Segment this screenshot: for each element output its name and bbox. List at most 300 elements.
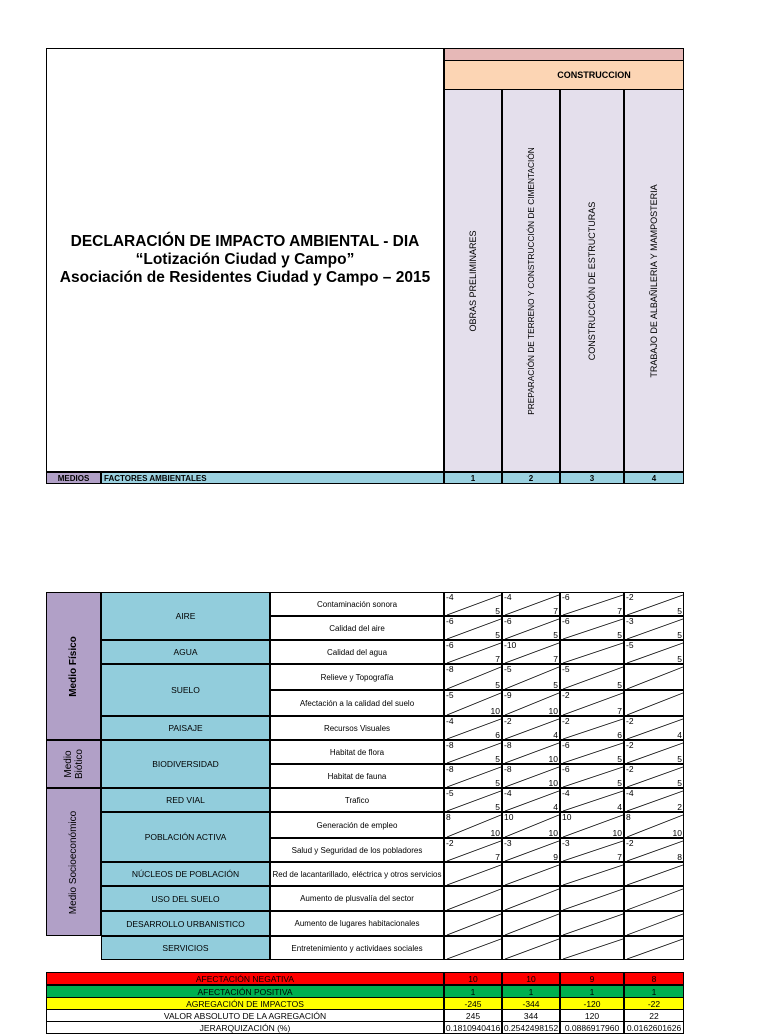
cell-diagonal (561, 887, 624, 911)
impact-magnitude: 8 (626, 812, 631, 822)
impact-label (270, 788, 444, 812)
cell-diagonal (503, 912, 560, 936)
factor-label: POBLACIÓN ACTIVA (144, 832, 227, 842)
matrix-cell[interactable] (624, 716, 684, 740)
impact-importance: 6 (495, 730, 500, 740)
impact-label (270, 838, 444, 862)
matrix-cell[interactable] (502, 838, 560, 862)
matrix-cell[interactable] (444, 592, 502, 616)
cell-diagonal (561, 617, 624, 640)
impact-importance: 5 (677, 630, 682, 640)
impact-importance: 9 (553, 852, 558, 862)
impact-importance: 10 (490, 828, 500, 838)
cell-diagonal (561, 741, 624, 764)
impact-label (270, 716, 444, 740)
diagonal-line (563, 693, 623, 715)
cell-diagonal (625, 691, 684, 716)
impact-label (270, 862, 444, 886)
header-underline (270, 483, 444, 484)
diagonal-line (447, 643, 501, 663)
matrix-cell[interactable] (624, 838, 684, 862)
impact-importance: 5 (495, 630, 500, 640)
matrix-cell[interactable] (444, 716, 502, 740)
matrix-cell[interactable] (624, 690, 684, 716)
matrix-cell[interactable] (560, 592, 624, 616)
factor-label: NÚCLEOS DE POBLACIÓN (131, 869, 240, 879)
summary-value: -120 (560, 997, 624, 1010)
matrix-cell[interactable] (624, 911, 684, 936)
summary-value: 22 (624, 1009, 684, 1022)
impact-magnitude: -2 (504, 716, 512, 726)
matrix-cell[interactable] (560, 911, 624, 936)
impact-magnitude: -2 (562, 716, 570, 726)
cell-diagonal (561, 641, 624, 664)
matrix-cell[interactable] (444, 886, 502, 911)
diagonal-line (505, 914, 559, 935)
diagonal-line (563, 595, 623, 615)
impact-magnitude: -2 (626, 838, 634, 848)
impact-magnitude: 10 (562, 812, 572, 822)
impact-magnitude: -8 (446, 740, 454, 750)
summary-label: VALOR ABSOLUTO DE LA AGREGACIÓN (46, 1009, 444, 1022)
impact-magnitude: -9 (504, 690, 512, 700)
impact-importance: 10 (672, 828, 682, 838)
summary-value: 1 (502, 985, 560, 998)
matrix-cell[interactable] (444, 812, 502, 838)
factores-label-text: FACTORES AMBIENTALES (104, 473, 207, 483)
summary-value: -245 (444, 997, 502, 1010)
impact-importance: 2 (677, 802, 682, 812)
matrix-cell[interactable] (502, 740, 560, 764)
diagonal-line (627, 719, 683, 739)
matrix-cell[interactable] (624, 592, 684, 616)
impact-magnitude: 8 (446, 812, 451, 822)
matrix-cell[interactable] (560, 740, 624, 764)
matrix-cell[interactable] (502, 788, 560, 812)
impact-importance: 10 (612, 828, 622, 838)
matrix-cell[interactable] (444, 740, 502, 764)
activity-number-text: 4 (651, 473, 657, 483)
impact-label-text: Aumento de lugares habitacionales (294, 919, 420, 928)
matrix-cell[interactable] (502, 886, 560, 911)
impact-label-text: Generación de empleo (316, 820, 398, 830)
diagonal-line (563, 643, 623, 663)
impact-magnitude: -3 (626, 616, 634, 626)
matrix-cell[interactable] (624, 812, 684, 838)
factor-nucleos-poblacion (101, 862, 270, 886)
diagonal-line (627, 595, 683, 615)
impact-magnitude: -4 (504, 592, 512, 602)
construction-group-label: CONSTRUCCION (557, 70, 631, 80)
impact-label (270, 936, 444, 960)
diagonal-line (447, 743, 501, 763)
matrix-cell[interactable] (560, 886, 624, 911)
cell-diagonal (561, 912, 624, 936)
matrix-cell[interactable] (444, 616, 502, 640)
impact-label (270, 886, 444, 911)
impact-label-text: Trafico (344, 795, 370, 805)
diagonal-line (447, 865, 501, 885)
diagonal-line (447, 619, 501, 639)
cell-diagonal (445, 887, 502, 911)
impact-importance: 8 (677, 852, 682, 862)
impact-magnitude: -5 (626, 640, 634, 650)
cell-diagonal (561, 839, 624, 862)
factor-label: RED VIAL (166, 795, 205, 805)
impact-importance: 10 (548, 706, 558, 716)
impact-importance: 5 (677, 754, 682, 764)
cell-diagonal (445, 937, 502, 960)
cell-diagonal (625, 665, 684, 690)
medio-label: Medio Biótico (62, 749, 85, 780)
factor-biodiversidad (101, 740, 270, 788)
matrix-cell[interactable] (624, 886, 684, 911)
matrix-cell[interactable] (624, 740, 684, 764)
impact-label-text: Relieve y Topografía (320, 672, 394, 682)
impact-magnitude: -6 (446, 640, 454, 650)
impact-magnitude: -8 (504, 740, 512, 750)
medio-label: Medio Socioeconómico (68, 810, 80, 914)
impact-importance: 10 (548, 778, 558, 788)
matrix-cell[interactable] (502, 812, 560, 838)
document-title (46, 48, 444, 472)
impact-importance: 5 (677, 654, 682, 664)
cell-diagonal (625, 863, 684, 886)
matrix-cell[interactable] (560, 812, 624, 838)
matrix-cell[interactable] (444, 911, 502, 936)
activity-number-text: 1 (470, 473, 476, 483)
activity-number-4 (624, 472, 684, 484)
diagonal-line (563, 619, 623, 639)
impact-importance: 5 (495, 754, 500, 764)
impact-magnitude: -6 (562, 764, 570, 774)
diagonal-line (563, 914, 623, 935)
diagonal-line (563, 743, 623, 763)
matrix-cell[interactable] (560, 764, 624, 788)
diagonal-line (447, 719, 501, 739)
activity-number-text: 2 (528, 473, 534, 483)
cell-diagonal (561, 937, 624, 960)
matrix-cell[interactable] (560, 640, 624, 664)
summary-value: -22 (624, 997, 684, 1010)
diagonal-line (563, 719, 623, 739)
diagonal-line (563, 841, 623, 861)
diagonal-line (505, 667, 559, 689)
diagonal-line (627, 743, 683, 763)
matrix-cell[interactable] (624, 764, 684, 788)
impact-label-text: Red de lacantarillado, eléctrica y otros servicios (272, 869, 442, 879)
impact-label (270, 690, 444, 716)
impact-magnitude: -2 (562, 690, 570, 700)
diagonal-line (447, 841, 501, 861)
diagonal-line (627, 841, 683, 861)
impact-importance: 5 (495, 606, 500, 616)
impact-label-text: Habitat de flora (329, 747, 385, 757)
matrix-cell[interactable] (502, 911, 560, 936)
activity-name: OBRAS PRELIMINARES (468, 229, 478, 332)
impact-magnitude: -8 (504, 764, 512, 774)
impact-magnitude: -5 (446, 788, 454, 798)
impact-importance: 5 (495, 680, 500, 690)
diagonal-line (563, 865, 623, 885)
diagonal-line (563, 667, 623, 689)
diagonal-line (627, 619, 683, 639)
impact-magnitude: -3 (562, 838, 570, 848)
diagonal-line (447, 791, 501, 811)
impact-magnitude: -3 (504, 838, 512, 848)
matrix-cell[interactable] (502, 690, 560, 716)
summary-label: AFECTACIÓN NEGATIVA (46, 972, 444, 985)
cell-diagonal (561, 789, 624, 812)
summary-value: 8 (624, 972, 684, 985)
diagonal-line (627, 693, 683, 715)
factor-suelo (101, 664, 270, 716)
diagonal-line (627, 667, 683, 689)
impact-importance: 10 (548, 828, 558, 838)
cell-diagonal (561, 717, 624, 740)
impact-magnitude: -2 (626, 764, 634, 774)
matrix-cell[interactable] (560, 936, 624, 960)
impact-importance: 7 (617, 606, 622, 616)
diagonal-line (447, 889, 501, 910)
cell-diagonal (561, 765, 624, 788)
summary-label: AGREGACIÓN DE IMPACTOS (46, 997, 444, 1010)
impact-magnitude: -2 (626, 592, 634, 602)
cell-diagonal (503, 863, 560, 886)
matrix-cell[interactable] (624, 664, 684, 690)
impact-importance: 4 (553, 802, 558, 812)
impact-importance: 5 (495, 802, 500, 812)
diagonal-line (505, 841, 559, 861)
cell-diagonal (561, 863, 624, 886)
matrix-cell[interactable] (444, 788, 502, 812)
diagonal-line (505, 595, 559, 615)
impact-label (270, 764, 444, 788)
impact-label (270, 664, 444, 690)
diagonal-line (505, 619, 559, 639)
diagonal-line (505, 889, 559, 910)
matrix-cell[interactable] (444, 640, 502, 664)
summary-value: 0.1810940416 (445, 1022, 501, 1033)
matrix-cell[interactable] (624, 862, 684, 886)
title-line-1: DECLARACIÓN DE IMPACTO AMBIENTAL - DIA (70, 233, 420, 250)
matrix-cell[interactable] (444, 664, 502, 690)
impact-importance: 7 (553, 606, 558, 616)
medios-label-text: MEDIOS (57, 473, 90, 483)
diagonal-line (627, 914, 683, 935)
cell-diagonal (625, 887, 684, 911)
diagonal-line (627, 939, 683, 959)
impact-magnitude: -8 (446, 764, 454, 774)
matrix-cell[interactable] (560, 664, 624, 690)
impact-importance: 4 (677, 730, 682, 740)
matrix-cell[interactable] (502, 616, 560, 640)
impact-label-text: Entretenimiento y actividaes sociales (291, 943, 423, 953)
medios-label (46, 472, 101, 484)
impact-label-text: Contaminación sonora (316, 599, 398, 609)
impact-importance: 5 (617, 630, 622, 640)
summary-value: 10 (502, 972, 560, 985)
matrix-cell[interactable] (502, 664, 560, 690)
summary-value: 0.0886917960 (560, 1021, 624, 1034)
impact-label-text: Habitat de fauna (327, 771, 387, 781)
activity-number-3 (560, 472, 624, 484)
impact-label-text: Recursos Visuales (323, 723, 391, 733)
summary-value: 1 (444, 985, 502, 998)
factor-label: USO DEL SUELO (151, 893, 220, 904)
summary-value: 344 (502, 1009, 560, 1022)
matrix-cell[interactable] (444, 936, 502, 960)
matrix-cell[interactable] (502, 764, 560, 788)
matrix-cell[interactable] (502, 862, 560, 886)
matrix-cell[interactable] (502, 640, 560, 664)
title-line-2: “Lotización Ciudad y Campo” (135, 251, 355, 268)
activity-name: PREPARACIÓN DE TERRENO Y CONSTRUCCIÓN DE CIMENTACIÓN (526, 146, 536, 415)
diagonal-line (447, 767, 501, 787)
impact-magnitude: -4 (626, 788, 634, 798)
impact-label-text: Salud y Seguridad de los pobladores (291, 845, 423, 855)
impact-magnitude: -6 (504, 616, 512, 626)
impact-importance: 5 (617, 680, 622, 690)
factor-label: AIRE (175, 611, 196, 621)
activity-header-4 (624, 90, 684, 472)
medio-label: Medio Físico (68, 635, 79, 697)
impact-magnitude: -6 (446, 616, 454, 626)
matrix-cell[interactable] (560, 716, 624, 740)
matrix-cell[interactable] (624, 640, 684, 664)
impact-label-text: Aumento de plusvalía del sector (300, 894, 414, 903)
factor-paisaje (101, 716, 270, 740)
diagonal-line (447, 667, 501, 689)
cell-diagonal (625, 937, 684, 960)
matrix-cell[interactable] (560, 616, 624, 640)
matrix-cell[interactable] (624, 616, 684, 640)
factor-desarrollo-urbanistico (101, 911, 270, 936)
cell-diagonal (503, 887, 560, 911)
impact-label-text: Calidad del agua (326, 647, 388, 657)
impact-magnitude: -4 (562, 788, 570, 798)
impact-importance: 7 (617, 852, 622, 862)
cell-diagonal (445, 863, 502, 886)
diagonal-line (505, 791, 559, 811)
impact-importance: 10 (548, 754, 558, 764)
factor-uso-suelo (101, 886, 270, 911)
construction-group-header (444, 60, 684, 90)
impact-magnitude: -5 (562, 664, 570, 674)
impact-label (270, 616, 444, 640)
factor-agua (101, 640, 270, 664)
diagonal-line (563, 767, 623, 787)
impact-importance: 7 (495, 654, 500, 664)
impact-importance: 7 (495, 852, 500, 862)
diagonal-line (563, 791, 623, 811)
summary-value: -344 (502, 997, 560, 1010)
impact-importance: 5 (617, 778, 622, 788)
impact-magnitude: -5 (446, 690, 454, 700)
impact-magnitude: -2 (626, 740, 634, 750)
activity-header-2 (502, 90, 560, 472)
impact-magnitude: 10 (504, 812, 514, 822)
matrix-cell[interactable] (560, 862, 624, 886)
diagonal-line (627, 767, 683, 787)
impact-importance: 5 (677, 778, 682, 788)
impact-importance: 10 (490, 706, 500, 716)
factor-label: BIODIVERSIDAD (152, 759, 219, 769)
activity-header-1 (444, 90, 502, 472)
cell-diagonal (625, 912, 684, 936)
diagonal-line (447, 595, 501, 615)
matrix-cell[interactable] (560, 788, 624, 812)
impact-magnitude: -6 (562, 592, 570, 602)
activity-name: TRABAJO DE ALBAÑILERIA Y MAMPOSTERIA (649, 183, 659, 378)
impact-magnitude: -8 (446, 664, 454, 674)
impact-label (270, 640, 444, 664)
medio-socioeconomico (46, 788, 101, 936)
header-top-band (444, 48, 684, 60)
medio-biotico (46, 740, 101, 788)
impact-label (270, 911, 444, 936)
matrix-cell[interactable] (502, 716, 560, 740)
summary-value: 0.2542498152 (503, 1022, 559, 1033)
impact-magnitude: -2 (626, 716, 634, 726)
factor-label: DESARROLLO URBANISTICO (126, 918, 245, 929)
impact-importance: 7 (553, 654, 558, 664)
factor-red-vial (101, 788, 270, 812)
impact-magnitude: -10 (504, 640, 517, 650)
activity-number-2 (502, 472, 560, 484)
summary-label: JERARQUIZACIÓN (%) (46, 1021, 444, 1034)
impact-magnitude: -5 (504, 664, 512, 674)
matrix-cell[interactable] (560, 690, 624, 716)
matrix-cell[interactable] (560, 838, 624, 862)
diagonal-line (627, 643, 683, 663)
matrix-cell[interactable] (502, 592, 560, 616)
impact-importance: 4 (617, 802, 622, 812)
activity-number-1 (444, 472, 502, 484)
diagonal-line (563, 889, 623, 910)
matrix-cell[interactable] (624, 936, 684, 960)
cell-diagonal (561, 665, 624, 690)
cell-diagonal (561, 593, 624, 616)
matrix-cell[interactable] (444, 690, 502, 716)
matrix-cell[interactable] (624, 788, 684, 812)
impact-label (270, 812, 444, 838)
impact-importance: 5 (553, 630, 558, 640)
impact-label (270, 740, 444, 764)
summary-value: 1 (560, 985, 624, 998)
diagonal-line (563, 939, 623, 959)
activity-number-text: 3 (589, 473, 595, 483)
summary-value: 245 (444, 1009, 502, 1022)
impact-importance: 5 (617, 754, 622, 764)
summary-value: 120 (560, 1009, 624, 1022)
summary-value: 0.0162601626 (624, 1021, 684, 1034)
title-line-3: Asociación de Residentes Ciudad y Campo – 2015 (59, 269, 431, 286)
matrix-cell[interactable] (444, 838, 502, 862)
matrix-cell[interactable] (444, 862, 502, 886)
impact-importance: 4 (553, 730, 558, 740)
impact-importance: 6 (617, 730, 622, 740)
factor-aire (101, 592, 270, 640)
summary-value: 9 (560, 972, 624, 985)
matrix-cell[interactable] (444, 764, 502, 788)
impact-magnitude: -2 (446, 838, 454, 848)
impact-magnitude: -4 (446, 592, 454, 602)
summary-value: 10 (444, 972, 502, 985)
matrix-cell[interactable] (502, 936, 560, 960)
factor-label: SUELO (171, 685, 200, 695)
activity-name: CONSTRUCCIÓN DE ESTRUCTURAS (587, 201, 597, 360)
